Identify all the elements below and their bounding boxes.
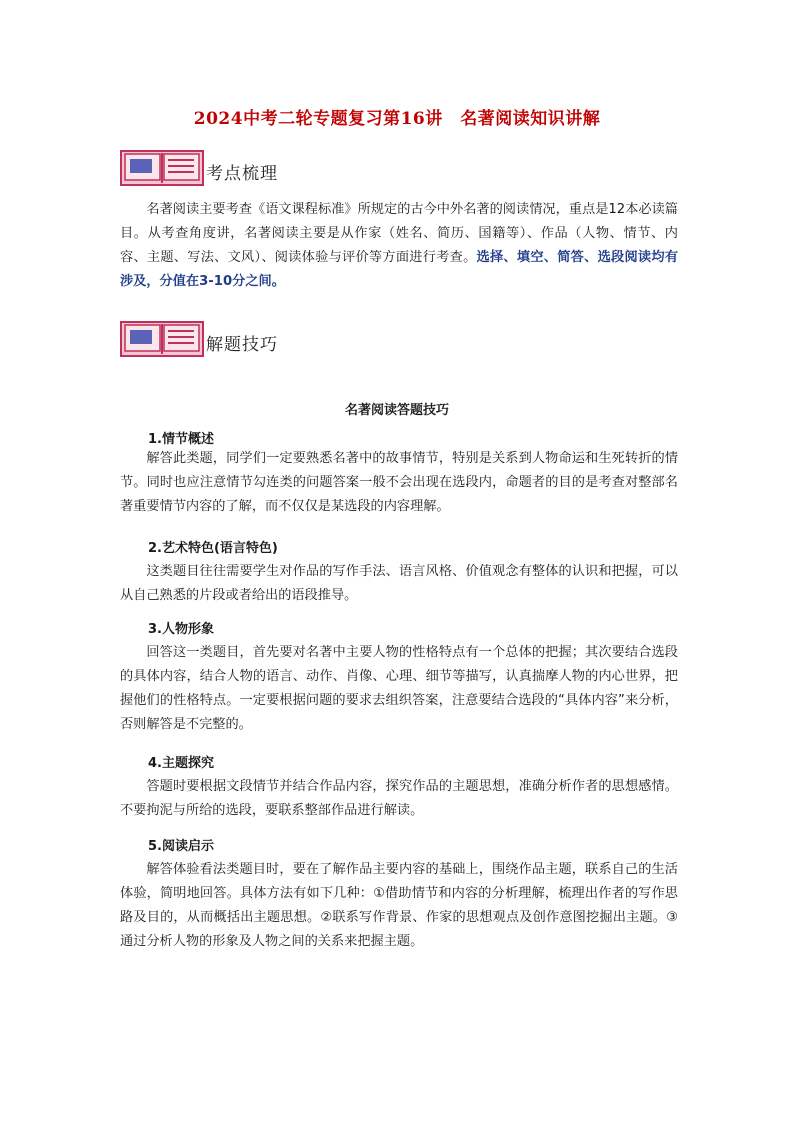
item-text: 回答这一类题目，首先要对名著中主要人物的性格特点有一个总体的把握；其次要结合选段的具体内容，结合人物的语言、动作、肖像、心理、细节等描写，认真揣摩人物的内心世界，把握他们的性格特点。一定要根据问题的要求去组织答案，注意要结合选段的“具体内容”来分析，否则解答是不完整的。 [120,645,678,732]
paragraph-highlight: 选择、填空、简答、选段阅读均有涉及，分值在3-10分之间。 [120,250,679,289]
item-heading: 1.情节概述 [148,432,214,447]
item-text: 答题时要根据文段情节并结合作品内容，探究作品的主题思想，准确分析作者的思想感情。不要拘泥与所给的选段，要联系整部作品进行解读。 [120,779,678,818]
item-text: 解答此类题，同学们一定要熟悉名著中的故事情节，特别是关系到人物命运和生死转折的情节。同时也应注意情节勾连类的问题答案一般不会出现在选段内，命题者的目的是考查对整部名著重要情节内容的了解，而不仅仅是某选段的内容理解。 [120,451,678,514]
section-title: 解题技巧 [206,335,278,355]
section-header-kaodian [120,150,278,186]
item-text: 解答体验看法类题目时，要在了解作品主要内容的基础上，围绕作品主题，联系自己的生活体验，简明地回答。具体方法有如下几种：①借助情节和内容的分析理解，梳理出作者的写作思路及目的，从而概括出主题思想。②联系写作背景、作家的思想观点及创作意图挖掘出主题。③通过分析人物的形象及人物之间的关系来把握主题。 [120,862,678,949]
tips-title: 名著阅读答题技巧 [344,403,449,418]
open-book-icon [120,321,204,357]
open-book-icon [120,150,204,186]
item-heading: 4.主题探究 [148,756,214,771]
page-title: 2024中考二轮专题复习第16讲 名著阅读知识讲解 [193,109,601,129]
item-text: 这类题目往往需要学生对作品的写作手法、语言风格、价值观念有整体的认识和把握，可以从自己熟悉的片段或者给出的语段推导。 [120,564,678,603]
item-heading: 5.阅读启示 [148,839,214,854]
item-heading: 2.艺术特色(语言特色) [148,541,278,556]
item-heading: 3.人物形象 [148,622,214,637]
section1-paragraph [120,198,678,294]
paragraph-text: 名著阅读主要考查《语文课程标准》所规定的古今中外名著的阅读情况，重点是12本必读篇目。从考查角度讲，名著阅读主要是从作家（姓名、简历、国籍等）、作品（人物、情节、内容、主题、写法、文风）、阅读体验与评价等方面进行考查。 [120,202,678,265]
section-title: 考点梳理 [206,164,278,184]
section-header-jieti [120,321,278,357]
